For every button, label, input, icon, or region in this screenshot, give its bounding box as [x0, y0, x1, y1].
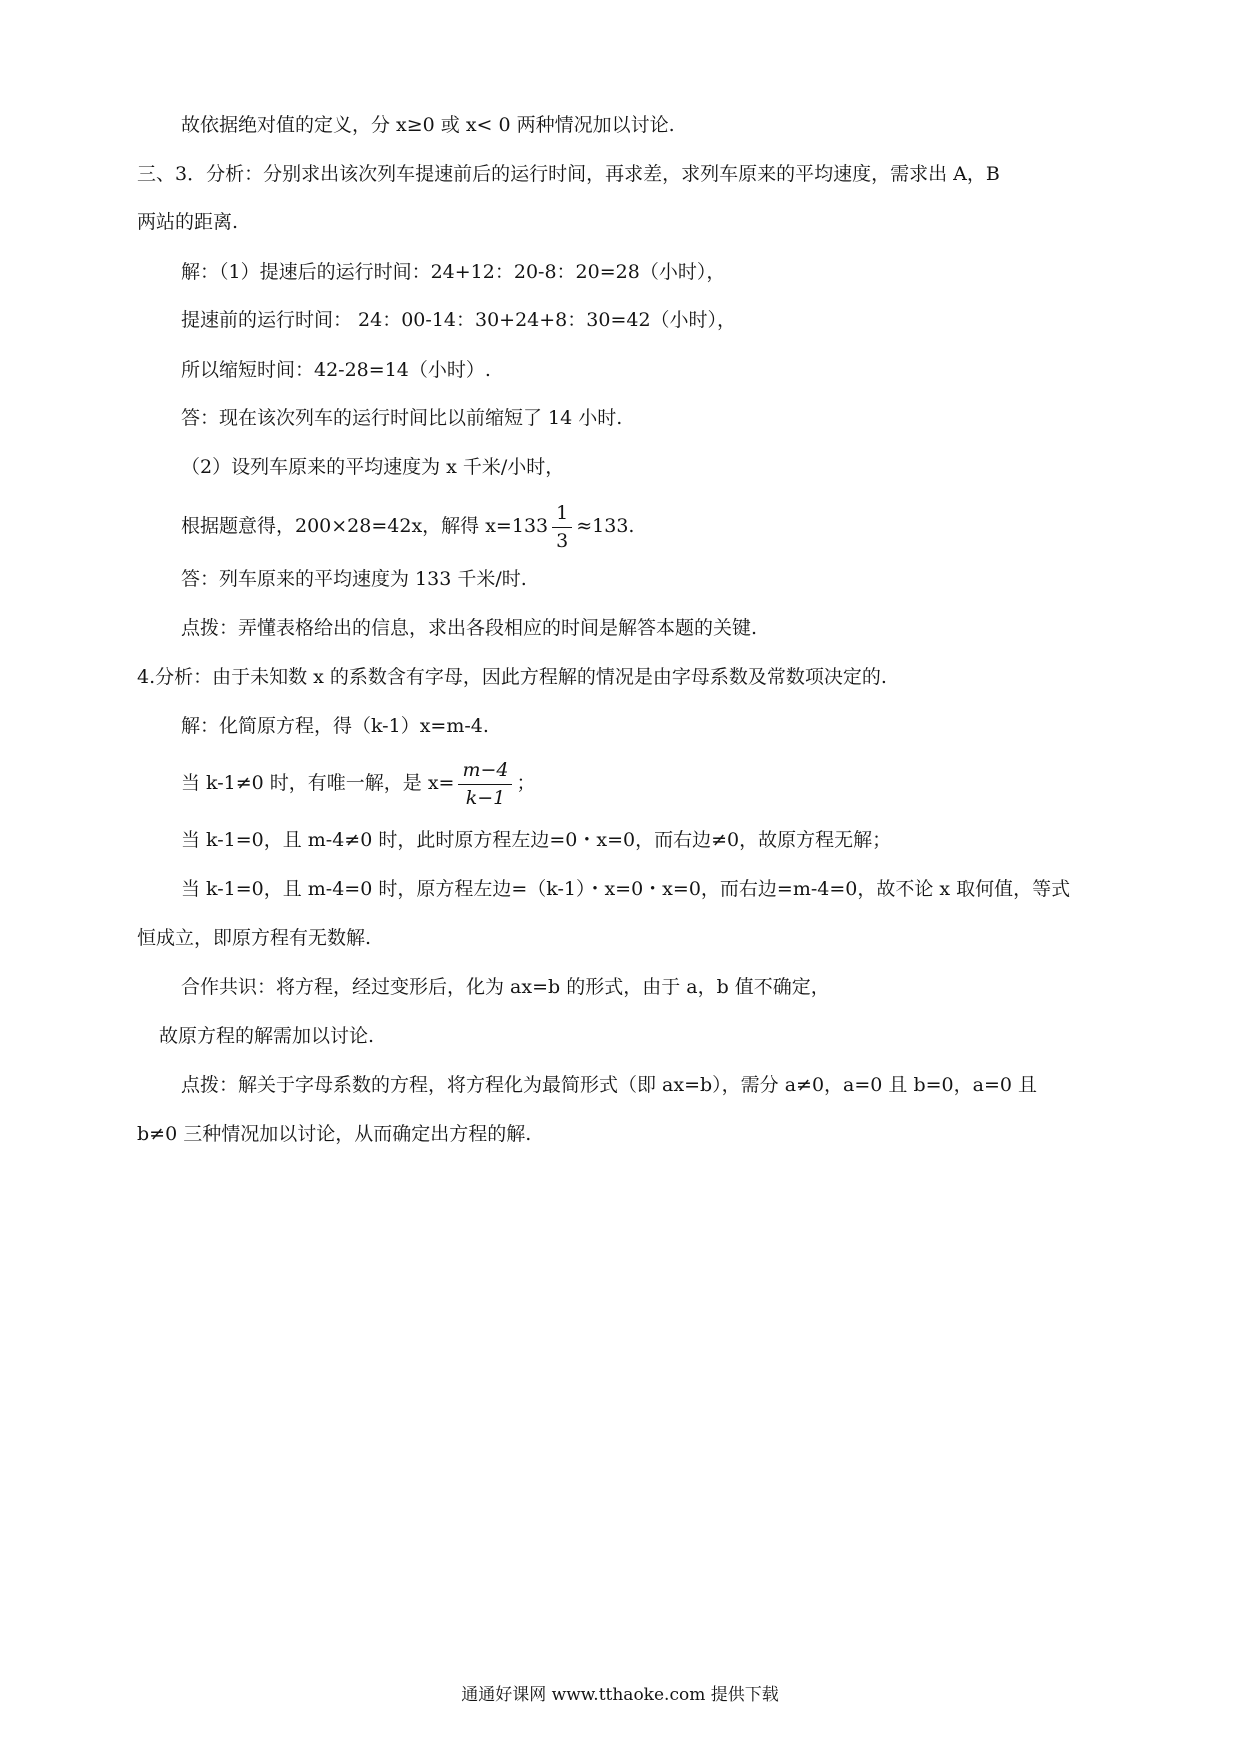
fraction-one-third [552, 501, 572, 552]
text-line: b≠0 三种情况加以讨论，从而确定出方程的解. [137, 1123, 532, 1145]
equation-text: ≈133. [576, 515, 635, 537]
equation-text: 当 k-1≠0 时，有唯一解，是 x= [181, 772, 455, 794]
equation-text: 根据题意得，200×28=42x，解得 x=133 [181, 515, 549, 537]
text-line: 解：化简原方程，得（k-1）x=m-4. [181, 715, 489, 737]
page-footer: 通通好课网 www.tthaoke.com 提供下载 [461, 1685, 779, 1705]
text-line: 点拨：解关于字母系数的方程，将方程化为最简形式（即 ax=b），需分 a≠0，a=0 且 b=0，a=0 且 [181, 1074, 1038, 1096]
fraction-numerator: m−4 [458, 761, 512, 785]
fraction-denominator: k−1 [465, 786, 506, 809]
section-3-analysis-line: 三、3．分析：分别求出该次列车提速前后的运行时间，再求差，求列车原来的平均速度，需求出 A，B [137, 163, 1000, 185]
text-line: 合作共识：将方程，经过变形后，化为 ax=b 的形式，由于 a，b 值不确定， [181, 976, 830, 998]
text-line: 故依据绝对值的定义，分 x≥0 或 x< 0 两种情况加以讨论. [181, 114, 675, 136]
text-line: 解：（1）提速后的运行时间：24+12：20-8：20=28（小时）， [181, 261, 726, 283]
text-line: 两站的距离. [137, 211, 239, 233]
text-line: 提速前的运行时间： 24：00-14：30+24+8：30=42（小时）， [181, 309, 737, 331]
equation-line [181, 496, 634, 556]
text-line: 当 k-1=0，且 m-4=0 时，原方程左边=（k-1）・x=0・x=0，而右边=m-4=0，故不论 x 取何值，等式 [181, 878, 1071, 900]
equation-line [181, 752, 536, 814]
text-line: 点拨：弄懂表格给出的信息，求出各段相应的时间是解答本题的关键. [181, 617, 758, 639]
fraction-numerator: 1 [552, 504, 572, 528]
text-line: 恒成立，即原方程有无数解. [137, 927, 372, 949]
text-line: 所以缩短时间：42-28=14（小时）. [181, 359, 491, 381]
fraction-denominator: 3 [556, 529, 569, 552]
equation-text: ； [516, 772, 536, 794]
text-line: 当 k-1=0，且 m-4≠0 时，此时原方程左边=0・x=0，而右边≠0，故原方程无解； [181, 829, 892, 851]
text-line: 答：列车原来的平均速度为 133 千米/时. [181, 568, 527, 590]
text-line: 故原方程的解需加以讨论. [159, 1025, 375, 1047]
fraction-m4-over-k1 [458, 758, 512, 809]
text-line: 答：现在该次列车的运行时间比以前缩短了 14 小时. [181, 407, 623, 429]
section-4-analysis-line: 4.分析：由于未知数 x 的系数含有字母，因此方程解的情况是由字母系数及常数项决定的. [137, 666, 887, 688]
text-line: （2）设列车原来的平均速度为 x 千米/小时， [181, 456, 565, 478]
